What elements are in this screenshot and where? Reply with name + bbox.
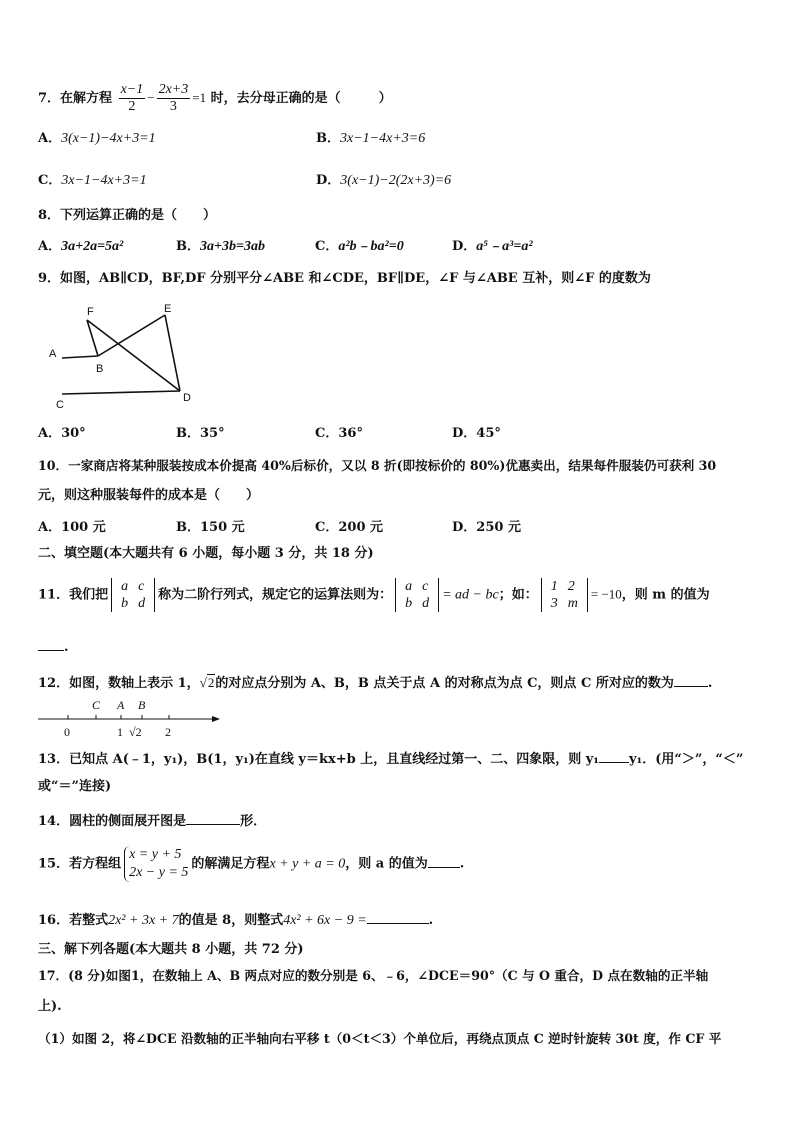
label-d: D bbox=[183, 392, 191, 404]
q8-option-c: C．a²b﹣ba²=0 bbox=[315, 239, 404, 254]
q16-stem: 16．若整式2x² + 3x + 7的值是 8，则整式4x² + 6x − 9 = . bbox=[38, 909, 433, 930]
axis-label-a: A bbox=[117, 698, 125, 712]
segment-ed bbox=[165, 315, 180, 391]
q7-option-d: D．3(x−1)−2(2x+3)=6 bbox=[316, 173, 452, 188]
q9-figure bbox=[45, 298, 205, 413]
q8-stem: 8．下列运算正确的是（ ） bbox=[38, 208, 217, 223]
q9-option-a: A．30° bbox=[38, 426, 86, 441]
q13-stem-line1: 13．已知点 A(﹣1，y₁)，B(1，y₁)在直线 y＝kx+b 上，且直线经过第一、二、四象限，则 y₁ y₁．(用“＞”，“＜” bbox=[38, 748, 743, 769]
q8-option-d: D．a⁵﹣a³=a² bbox=[452, 239, 533, 254]
q11-answer-blank: . bbox=[38, 636, 69, 657]
label-a: A bbox=[49, 348, 57, 360]
q14-stem: 14．圆柱的侧面展开图是 形． bbox=[38, 810, 266, 831]
q10-stem-line2: 元，则这种服装每件的成本是（ ） bbox=[38, 488, 260, 503]
q10-option-d: D．250 元 bbox=[452, 520, 521, 535]
label-f: F bbox=[87, 306, 94, 318]
q7-option-a: A．3(x−1)−4x+3=1 bbox=[38, 131, 156, 146]
segment-ab bbox=[62, 356, 98, 358]
q10-option-c: C．200 元 bbox=[315, 520, 384, 535]
axis-tick-1: 1 bbox=[117, 725, 123, 739]
label-b: B bbox=[96, 363, 104, 375]
q15-equation-system: x = y + 5 2x − y = 5 bbox=[124, 846, 188, 882]
q11-determinant-2: a c b d bbox=[395, 578, 439, 612]
q12-stem: 12．如图，数轴上表示 1，√2的对应点分别为 A、B，B 点关于点 A 的对称点为点 C，则点 C 所对应的数为 . bbox=[38, 672, 712, 693]
axis-tick-2: 2 bbox=[165, 725, 171, 739]
q11-stem: 11．我们把 a c b d 称为二阶行列式，规定它的运算法则为： a c b d = ad − bc；如： 1 2 3 m = −10，则 m 的值为 bbox=[38, 579, 710, 611]
section-2-title: 二、填空题(本大题共有 6 小题，每小题 3 分，共 18 分) bbox=[38, 546, 374, 561]
section-3-title: 三、解下列各题(本大题共 8 小题，共 72 分) bbox=[38, 942, 304, 957]
axis-label-b: B bbox=[138, 698, 146, 712]
q12-number-line bbox=[38, 696, 228, 740]
segment-bf bbox=[87, 320, 98, 356]
segment-cd bbox=[62, 391, 180, 394]
q17-line1: 17．(8 分)如图1，在数轴上 A、B 两点对应的数分别是 6、﹣6，∠DCE＝90°（C 与 O 重合，D 点在数轴的正半轴 bbox=[38, 968, 709, 983]
axis-tick-0: 0 bbox=[64, 725, 70, 739]
q10-stem-line1: 10．一家商店将某种服装按成本价提高 40%后标价，又以 8 折(即按标价的 80%)优惠卖出，结果每件服装仍可获利 30 bbox=[38, 458, 717, 473]
q12-sqrt: √2 bbox=[199, 675, 215, 690]
q9-stem: 9．如图，AB∥CD，BF,DF 分别平分∠ABE 和∠CDE，BF∥DE，∠F 与∠ABE 互补，则∠F 的度数为 bbox=[38, 271, 651, 286]
q13-stem-line2: 或“＝”连接) bbox=[38, 779, 112, 794]
q8-option-a: A．3a+2a=5a² bbox=[38, 239, 124, 254]
q10-option-a: A．100 元 bbox=[38, 520, 106, 535]
q9-option-d: D．45° bbox=[452, 426, 501, 441]
q8-option-b: B．3a+3b=3ab bbox=[176, 239, 265, 254]
q17-line2: 上). bbox=[38, 999, 62, 1014]
q9-option-c: C．36° bbox=[315, 426, 363, 441]
q7-option-c: C．3x−1−4x+3=1 bbox=[38, 173, 147, 188]
segment-fd bbox=[87, 320, 180, 391]
q11-determinant-3: 1 2 3 m bbox=[541, 578, 588, 612]
q7-option-b: B．3x−1−4x+3=6 bbox=[316, 131, 426, 146]
axis-label-c: C bbox=[92, 698, 101, 712]
axis-tick-sqrt2: √2 bbox=[129, 725, 142, 739]
label-c: C bbox=[56, 399, 64, 411]
q11-determinant-1: a c b d bbox=[111, 578, 155, 612]
q7-fraction-1: $\frac{x-1}{2}$ bbox=[120, 82, 144, 114]
label-e: E bbox=[164, 303, 172, 315]
q15-stem: 15．若方程组 x = y + 5 2x − y = 5 的解满足方程x + y + a = 0，则 a 的值为 . bbox=[38, 847, 465, 880]
q9-option-b: B．35° bbox=[176, 426, 225, 441]
q10-option-b: B．150 元 bbox=[176, 520, 245, 535]
q7-stem: 7．在解方程 $\frac{x-1}{2}$ − $\frac{2x+3}{3}$ =1 时，去分母正确的是（ ） bbox=[38, 82, 392, 114]
q7-fraction-2: $\frac{2x+3}{3}$ bbox=[158, 82, 189, 114]
q17-line3: （1）如图 2，将∠DCE 沿数轴的正半轴向右平移 t（0＜t＜3）个单位后，再绕点顶点 C 逆时针旋转 30t 度，作 CF 平 bbox=[38, 1031, 722, 1046]
